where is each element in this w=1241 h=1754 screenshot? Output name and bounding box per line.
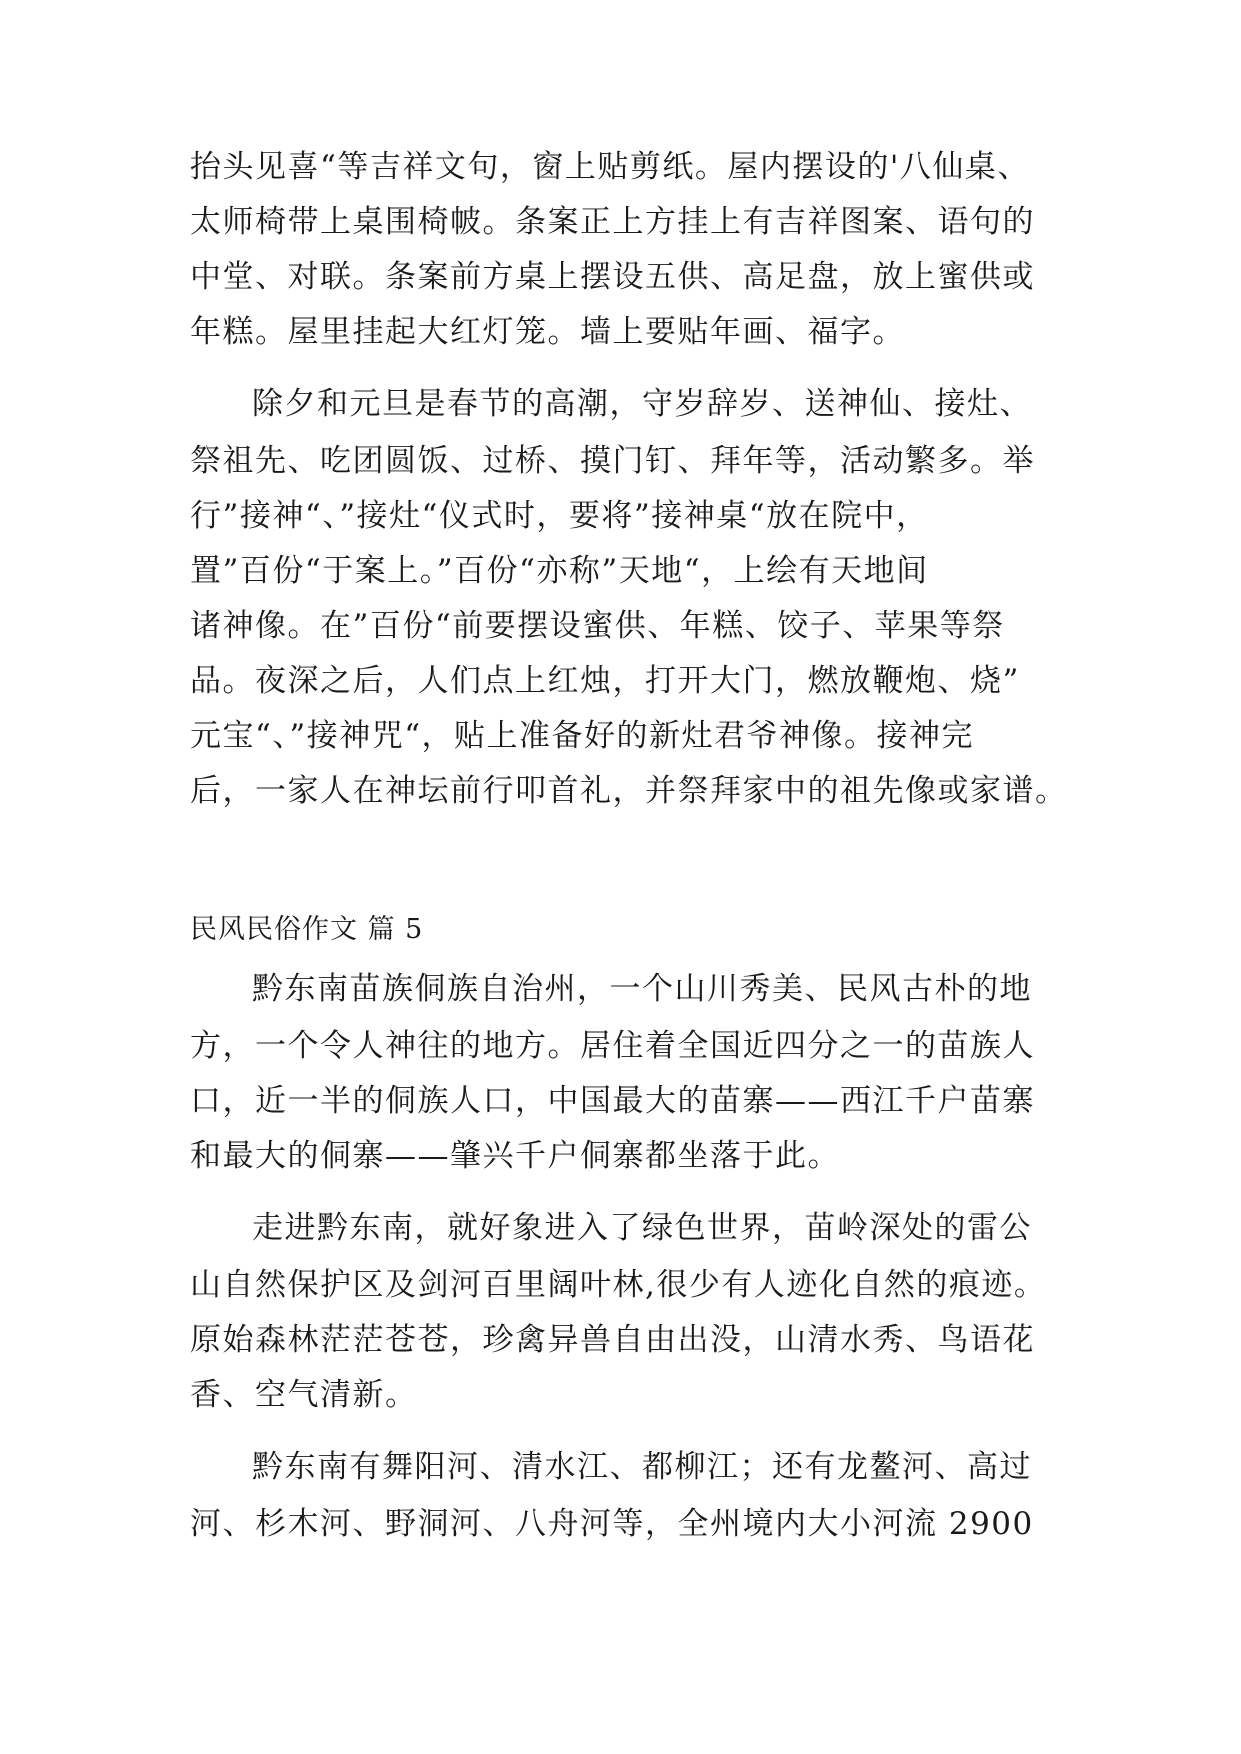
text-line: 置”百份“于案上。”百份“亦称”天地“，上绘有天地间 [190, 553, 929, 589]
text-line: 抬头见喜“等吉祥文句，窗上贴剪纸。屋内摆设的'八仙桌、 [190, 149, 1030, 185]
section-heading: 民风民俗作文 篇 5 [190, 914, 424, 945]
text-line: 元宝“、”接神咒“，贴上准备好的新灶君爷神像。接神完 [190, 718, 975, 754]
text-line: 口，近一半的侗族人口，中国最大的苗寨——西江千户苗寨 [190, 1083, 1035, 1119]
text-line: 中堂、对联。条案前方桌上摆设五供、高足盘，放上蜜供或 [190, 259, 1035, 295]
text-line: 香、空气清新。 [190, 1377, 418, 1413]
text-line: 年糕。屋里挂起大红灯笼。墙上要贴年画、福字。 [190, 314, 905, 350]
text-line: 原始森林茫茫苍苍，珍禽异兽自由出没，山清水秀、鸟语花 [190, 1322, 1035, 1358]
text-line: 黔东南有舞阳河、清水江、都柳江；还有龙鳌河、高过 [252, 1449, 1032, 1485]
text-line: 方，一个令人神往的地方。居住着全国近四分之一的苗族人 [190, 1028, 1035, 1064]
text-line: 走进黔东南，就好象进入了绿色世界，苗岭深处的雷公 [252, 1210, 1032, 1246]
text-line: 后，一家人在神坛前行叩首礼，并祭拜家中的祖先像或家谱。 [190, 773, 1068, 809]
text-line: 河、杉木河、野洞河、八舟河等，全州境内大小河流 2900 [190, 1506, 1034, 1542]
text-line: 太师椅带上桌围椅帔。条案正上方挂上有吉祥图案、语句的 [190, 204, 1035, 240]
text-line: 祭祖先、吃团圆饭、过桥、摸门钉、拜年等，活动繁多。举 [190, 443, 1035, 479]
text-line: 除夕和元旦是春节的高潮，守岁辞岁、送神仙、接灶、 [252, 386, 1032, 422]
text-line: 诸神像。在”百份“前要摆设蜜供、年糕、饺子、苹果等祭 [190, 608, 1005, 644]
text-line: 黔东南苗族侗族自治州，一个山川秀美、民风古朴的地 [252, 971, 1032, 1007]
text-line: 和最大的侗寨——肇兴千户侗寨都坐落于此。 [190, 1138, 840, 1174]
text-line: 行”接神“、”接灶“仪式时，要将”接神桌“放在院中， [190, 498, 929, 534]
text-line: 品。夜深之后，人们点上红烛，打开大门，燃放鞭炮、烧” [190, 663, 1020, 699]
text-line: 山自然保护区及剑河百里阔叶林,很少有人迹化自然的痕迹。 [190, 1267, 1047, 1303]
